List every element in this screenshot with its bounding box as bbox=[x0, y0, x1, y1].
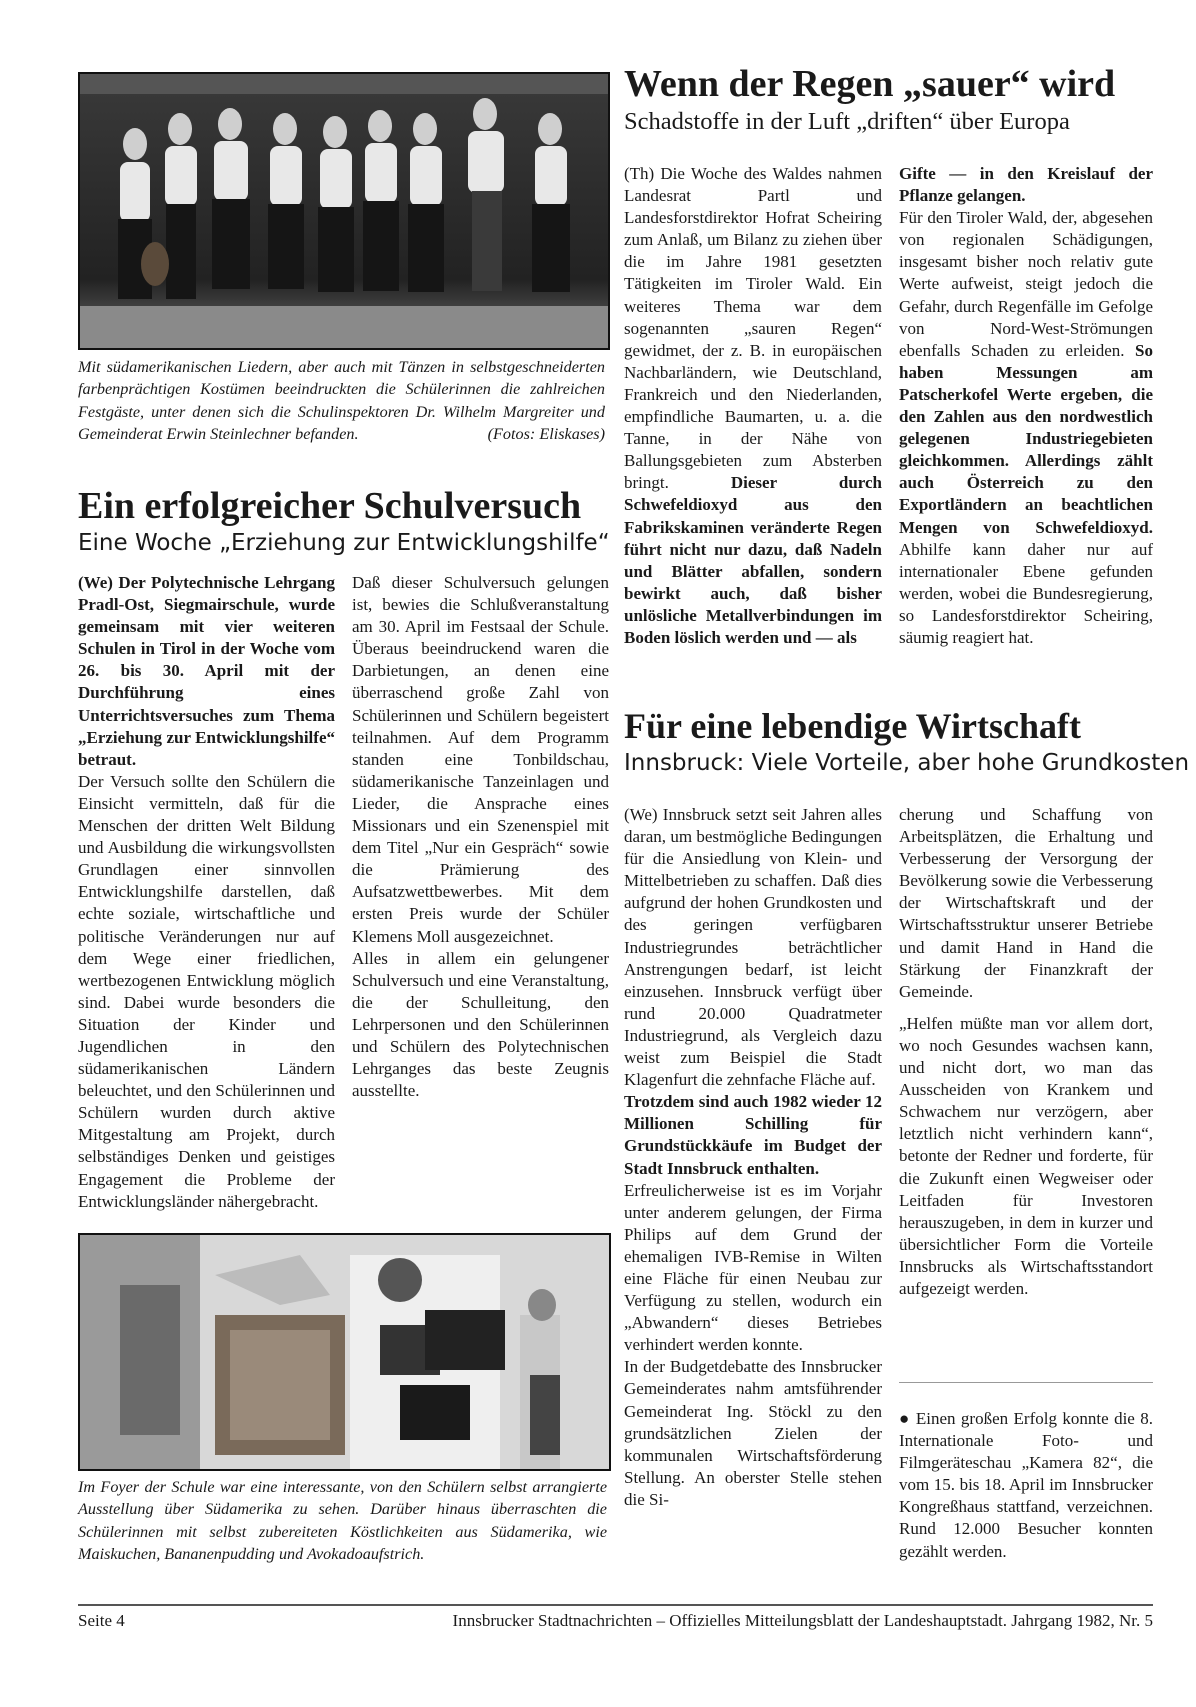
footer-publication: Innsbrucker Stadtnachrichten – Offizielles Mitteilungsblatt der Landeshauptstadt. Jahrgang 1982, Nr. 5 bbox=[452, 1611, 1153, 1630]
regen-column-2 bbox=[899, 163, 1153, 649]
schulversuch-column-2 bbox=[352, 572, 609, 1102]
subhead-wirtschaft: Innsbruck: Viele Vorteile, aber hohe Grundkosten bbox=[624, 750, 1190, 776]
wirtschaft-body-4: cherung und Schaffung von Arbeitsplätzen, die Erhaltung und Verbesserung der Versorgung der Bevölkerung sowie die Verbesserung der Wirtschaftskraft und der Wirtschaftsstruktur unserer Betriebe und damit Hand in Hand die Stärkung der Finanzkraft der Gemeinde. bbox=[899, 805, 1153, 1001]
bullet-icon: ● bbox=[899, 1409, 911, 1428]
footer-rule bbox=[78, 1604, 1153, 1606]
photo-caption-text: Mit südamerikanischen Liedern, aber auch mit Tänzen in selbstgeschneiderten farbenprächtigen Kostümen beeindruckten die Schülerinnen die zahlreichen Festgäste, unter denen sich die Schulinspektoren Dr. Wilhelm Margreiter und Gemeinderat Erwin Steinlechner befanden. bbox=[78, 358, 605, 443]
subhead-schulversuch: Eine Woche „Erziehung zur Entwicklungshilfe“ bbox=[78, 530, 610, 556]
headline-regen: Wenn der Regen „sauer“ wird bbox=[624, 63, 1116, 105]
regen-body-2: Für den Tiroler Wald, der, abgesehen von regionalen Schädigungen, insgesamt bisher noch relativ gute Werte aufweist, steigt jedoch die Gefahr, durch Regenfälle im Gefolge von Nord-West-Strömungen ebenfalls Schaden zu erleiden. bbox=[899, 208, 1153, 360]
photo-students-stage-image bbox=[80, 74, 608, 348]
regen-body-1-bold: Dieser durch Schwefeldioxyd aus den Fabrikskaminen veränderte Regen führt nicht nur dazu, daß Nadeln und Blätter abfallen, sondern bewirkt auch, daß bisher unlösliche Metallverbindungen im Boden löslich werden und — als bbox=[624, 473, 883, 647]
photo-exhibition-foyer-image bbox=[80, 1235, 609, 1469]
photo-students-stage bbox=[78, 72, 610, 350]
wirtschaft-column-2 bbox=[899, 804, 1153, 1300]
schulversuch-body-2: Daß dieser Schulversuch gelungen ist, bewies die Schlußveranstaltung am 30. April im Festsaal der Schule. Überaus beeindruckend waren die Darbietungen, an denen eine überraschend große Zahl von Schülerinnen und Schülern begeistert teilnahmen. Auf dem Programm standen eine Tonbildschau, südamerikanische Tanzeinlagen und Lieder, die Ansprache eines Missionars und ein Szenenspiel mit dem Titel „Nur ein Gespräch“ sowie die Prämierung des Aufsatzwettbewerbes. Mit dem ersten Preis wurde der Schüler Klemens Moll ausgezeichnet. bbox=[352, 573, 609, 946]
notice-separator bbox=[899, 1382, 1153, 1383]
headline-wirtschaft: Für eine lebendige Wirtschaft bbox=[624, 706, 1081, 746]
wirtschaft-body-2: Erfreulicherweise ist es im Vorjahr unter anderem gelungen, der Firma Philips auf dem Grund der ehemaligen IVB-Remise in Wilten eine Fläche für einen Neubau zur Verfügung zu stellen, wodurch ein „Abwandern“ dieses Betriebes verhindert werden konnte. bbox=[624, 1180, 882, 1355]
wirtschaft-body-bold: Trotzdem sind auch 1982 wieder 12 Millionen Schilling für Grundstückkäufe im Budget der Stadt Innsbruck enthalten. bbox=[624, 1092, 882, 1178]
photo-credit: (Fotos: Eliskases) bbox=[487, 424, 605, 443]
footer-page-number: Seite 4 bbox=[78, 1611, 125, 1630]
wirtschaft-body-3: In der Budgetdebatte des Innsbrucker Gemeinderates nahm amtsführender Gemeinderat Ing. Stöckl zu den grundsätzlichen Zielen der kommunalen Wirtschaftsförderung Stellung. An oberster Stelle stehen die Si- bbox=[624, 1357, 882, 1509]
regen-column-1 bbox=[624, 163, 882, 649]
notice-kamera bbox=[899, 1408, 1153, 1563]
photo-caption-bottom: Im Foyer der Schule war eine interessante, von den Schülern selbst arrangierte Ausstellung über Südamerika zu sehen. Darüber hinaus überraschten die Schülerinnen mit selbst zubereiteten Köstlichkeiten aus Südamerika, wie Maiskuchen, Bananenpudding und Avokadoaufstrich. bbox=[78, 1478, 607, 1563]
headline-schulversuch: Ein erfolgreicher Schulversuch bbox=[78, 485, 582, 527]
photo-exhibition-foyer bbox=[78, 1233, 611, 1471]
schulversuch-column-1 bbox=[78, 572, 335, 1213]
notice-kamera-text: Einen großen Erfolg konnte die 8. Internationale Foto- und Filmgeräteschau „Kamera 82“, die vom 15. bis 18. April im Innsbrucker Kongreßhaus stattfand, verzeichnen. Rund 12.000 Besucher konnten gezählt werden. bbox=[899, 1409, 1154, 1561]
schulversuch-body-3: Alles in allem ein gelungener Schulversuch und eine Veranstaltung, die der Schulleitung, den Lehrpersonen und den Schülerinnen und Schülern des Polytechnischen Lehrganges das beste Zeugnis ausstellte. bbox=[352, 948, 609, 1101]
regen-body-2-bold2: So haben Messungen am Patscherkofel Werte ergeben, die den Zahlen aus den nordwestlich gelegenen Industriegebieten gleichkommen. Allerdings zählt auch Österreich zu den Exportländern an beachtlichen Mengen von Schwefeldioxyd. bbox=[899, 340, 1153, 537]
subhead-regen: Schadstoffe in der Luft „driften“ über Europa bbox=[624, 108, 1070, 135]
wirtschaft-body-1: (We) Innsbruck setzt seit Jahren alles daran, um bestmögliche Bedingungen für die Ansiedlung von Klein- und Mittelbetrieben zu schaffen. Daß dies aufgrund der hohen Grundkosten und des geringen verfügbaren Industriegrundes beträchtlicher Anstrengungen bedarf, ist leicht einzusehen. Innsbruck verfügt über rund 20.000 Quadratmeter Industriegrund, als Vergleich dazu weist zum Beispiel die Stadt Klagenfurt die zehnfache Fläche auf. bbox=[624, 805, 882, 1090]
schulversuch-lead: (We) Der Polytechnische Lehrgang Pradl-Ost, Siegmairschule, wurde gemeinsam mit vier weiteren Schulen in Tirol in der Woche vom 26. bis 30. April mit der Durchführung eines Unterrichtsversuches zum Thema „Erziehung zur Entwicklungshilfe“ betraut. bbox=[78, 573, 335, 769]
wirtschaft-quote: „Helfen müßte man vor allem dort, wo noch Gesundes wachsen kann, und nicht dort, wo man das Ausscheiden von Krankem und Schwachem nur verzögern, aber letztlich nicht verhindern kann“, betonte der Redner und forderte, für die Zukunft einen Wegweiser oder Leitfaden für Investoren herauszugeben, in dem in kurzer und übersichtlicher Form die Vorteile Innsbrucks als Wirtschaftsstandort aufgezeigt werden. bbox=[899, 1013, 1153, 1298]
schulversuch-body-1: Der Versuch sollte den Schülern die Einsicht vermitteln, daß für die Menschen der dritten Welt Bildung und Ausbildung die wirkungsvollsten Grundlagen einer sinnvollen Entwicklungshilfe darstellen, daß echte soziale, wirtschaftliche und politische Veränderungen nur auf dem Wege einer friedlichen, wertbezogenen Entwicklung möglich sind. Dabei wurde besonders die Situation der Kinder und Jugendlichen in den südamerikanischen Ländern beleuchtet, und den Schülerinnen und Schülern wurden durch aktive Mitgestaltung am Projekt, durch selbständiges Denken und geistiges Engagement die Probleme der Entwicklungsländer nähergebracht. bbox=[78, 771, 335, 1211]
regen-body-2-end: Abhilfe kann daher nur auf internationaler Ebene gefunden werden, wobei die Bundesregierung, so Landesforstdirektor Scheiring, säumig reagiert hat. bbox=[899, 539, 1153, 647]
wirtschaft-column-1 bbox=[624, 804, 882, 1511]
photo-caption bbox=[78, 356, 605, 445]
regen-body-1: (Th) Die Woche des Waldes nahmen Landesrat Partl und Landesforstdirektor Hofrat Scheiring zum Anlaß, um Bilanz zu ziehen über die im Jahre 1981 gesetzten Tätigkeiten im Tiroler Wald. Ein weiteres Thema war dem sogenannten „sauren Regen“ gewidmet, der z. B. in europäischen Nachbarländern, wie Deutschland, Frankreich und den Niederlanden, empfindliche Baumarten, u. a. die Tanne, in der Nähe von Ballungsgebieten zum Absterben bringt. bbox=[624, 164, 882, 493]
regen-body-2-bold: Gifte — in den Kreislauf der Pflanze gelangen. bbox=[899, 164, 1153, 206]
